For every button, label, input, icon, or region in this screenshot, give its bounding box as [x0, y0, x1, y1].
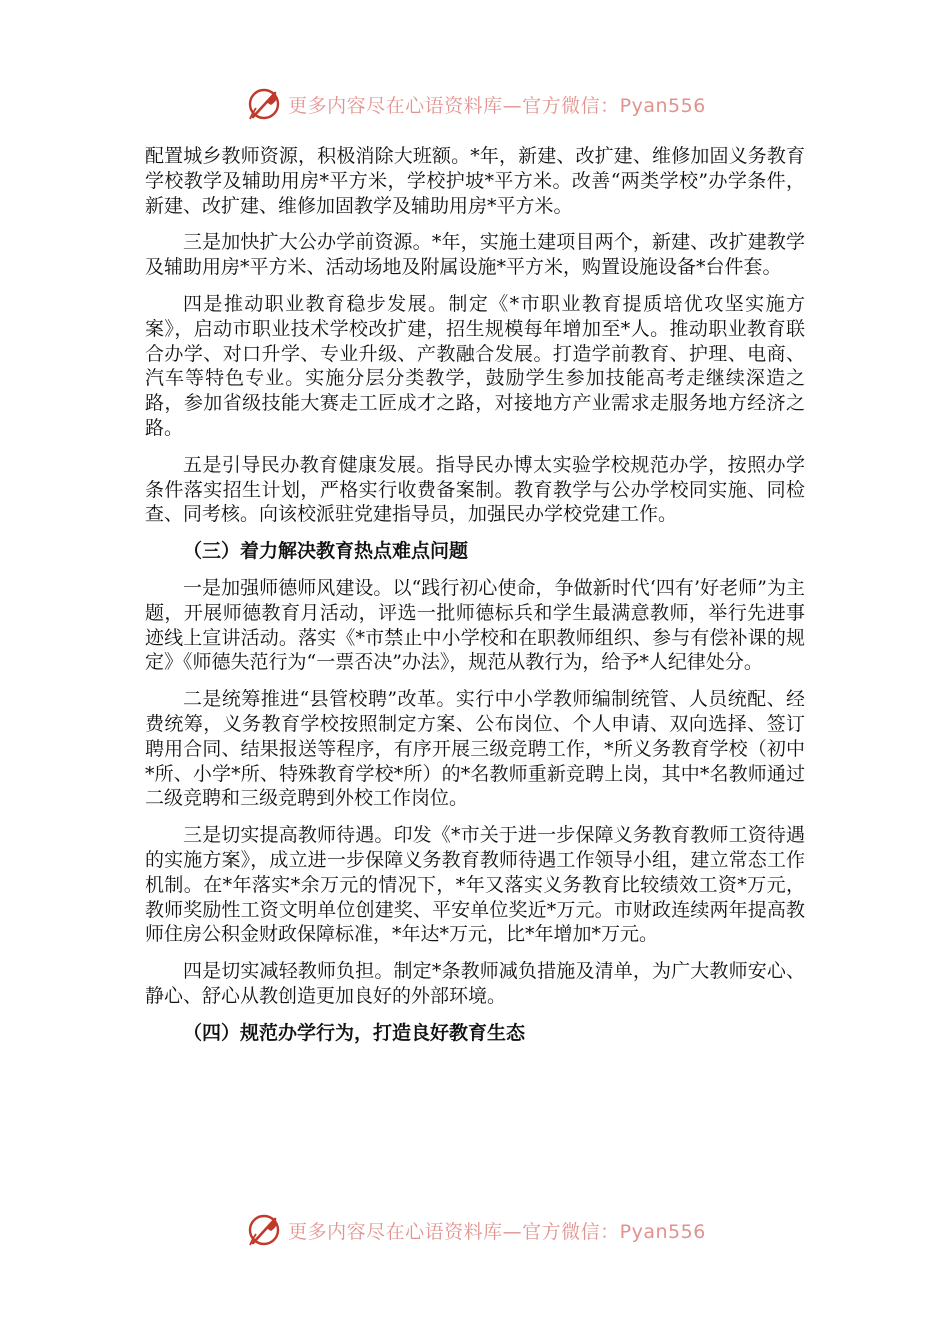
paragraph: 一是加强师德师风建设。以“践行初心使命，争做新时代‘四有’好老师”为主题，开展师德教育月活动，评选一批师德标兵和学生最满意教师，举行先进事迹线上宣讲活动。落实《*市禁止中小学校和在职教师组织、参与有偿补课的规定》《师德失范行为“一票否决”办法》，规范从教行为，给予*人纪律处分。 [145, 576, 805, 674]
section-heading: （三）着力解决教育热点难点问题 [183, 540, 469, 563]
banner-text: 更多内容尽在心语资料库—官方微信：Pyan556 [288, 1220, 706, 1243]
section-heading: （四）规范办学行为，打造良好教育生态 [183, 1021, 526, 1044]
paragraph: 三是切实提高教师待遇。印发《*市关于进一步保障义务教育教师工资待遇的实施方案》，成立进一步保障义务教育教师待遇工作领导小组，建立常态工作机制。在*年落实*余万元的情况下，*年又落实义务教育比较绩效工资*万元，教师奖励性工资文明单位创建奖、平安单位奖近*万元。市财政连续两年提高教师住房公积金财政保障标准，*年达*万元，比*年增加*万元。 [145, 824, 805, 946]
quill-pen-logo-icon [244, 84, 284, 124]
quill-pen-logo-icon [244, 1210, 284, 1250]
banner-text: 更多内容尽在心语资料库—官方微信：Pyan556 [288, 94, 706, 117]
paragraph: 五是引导民办教育健康发展。指导民办博太实验学校规范办学，按照办学条件落实招生计划，严格实行收费备案制。教育教学与公办学校同实施、同检查、同考核。向该校派驻党建指导员，加强民办学校党建工作。 [145, 453, 805, 526]
paragraph: 二是统筹推进“县管校聘”改革。实行中小学教师编制统管、人员统配、经费统筹，义务教育学校按照制定方案、公布岗位、个人申请、双向选择、签订聘用合同、结果报送等程序，有序开展三级竞聘工作，*所义务教育学校（初中*所、小学*所、特殊教育学校*所）的*名教师重新竞聘上岗，其中*名教师通过二级竞聘和三级竞聘到外校工作岗位。 [145, 688, 805, 810]
document-body [145, 144, 805, 1046]
footer-banner [0, 1208, 950, 1252]
paragraph: 四是推动职业教育稳步发展。制定《*市职业教育提质培优攻坚实施方案》，启动市职业技术学校改扩建，招生规模每年增加至*人。推动职业教育联合办学、对口升学、专业升级、产教融合发展。打造学前教育、护理、电商、汽车等特色专业。实施分层分类教学，鼓励学生参加技能高考走继续深造之路，参加省级技能大赛走工匠成才之路，对接地方产业需求走服务地方经济之路。 [145, 292, 805, 439]
paragraph: 四是切实减轻教师负担。制定*条教师减负措施及清单，为广大教师安心、静心、舒心从教创造更加良好的外部环境。 [145, 960, 805, 1007]
paragraph: 配置城乡教师资源，积极消除大班额。*年，新建、改扩建、维修加固义务教育学校教学及辅助用房*平方米，学校护坡*平方米。改善“两类学校”办学条件，新建、改扩建、维修加固教学及辅助用房*平方米。 [145, 145, 805, 217]
header-banner [0, 82, 950, 126]
paragraph: 三是加快扩大公办学前资源。*年，实施土建项目两个，新建、改扩建教学及辅助用房*平方米、活动场地及附属设施*平方米，购置设施设备*台件套。 [145, 231, 805, 279]
